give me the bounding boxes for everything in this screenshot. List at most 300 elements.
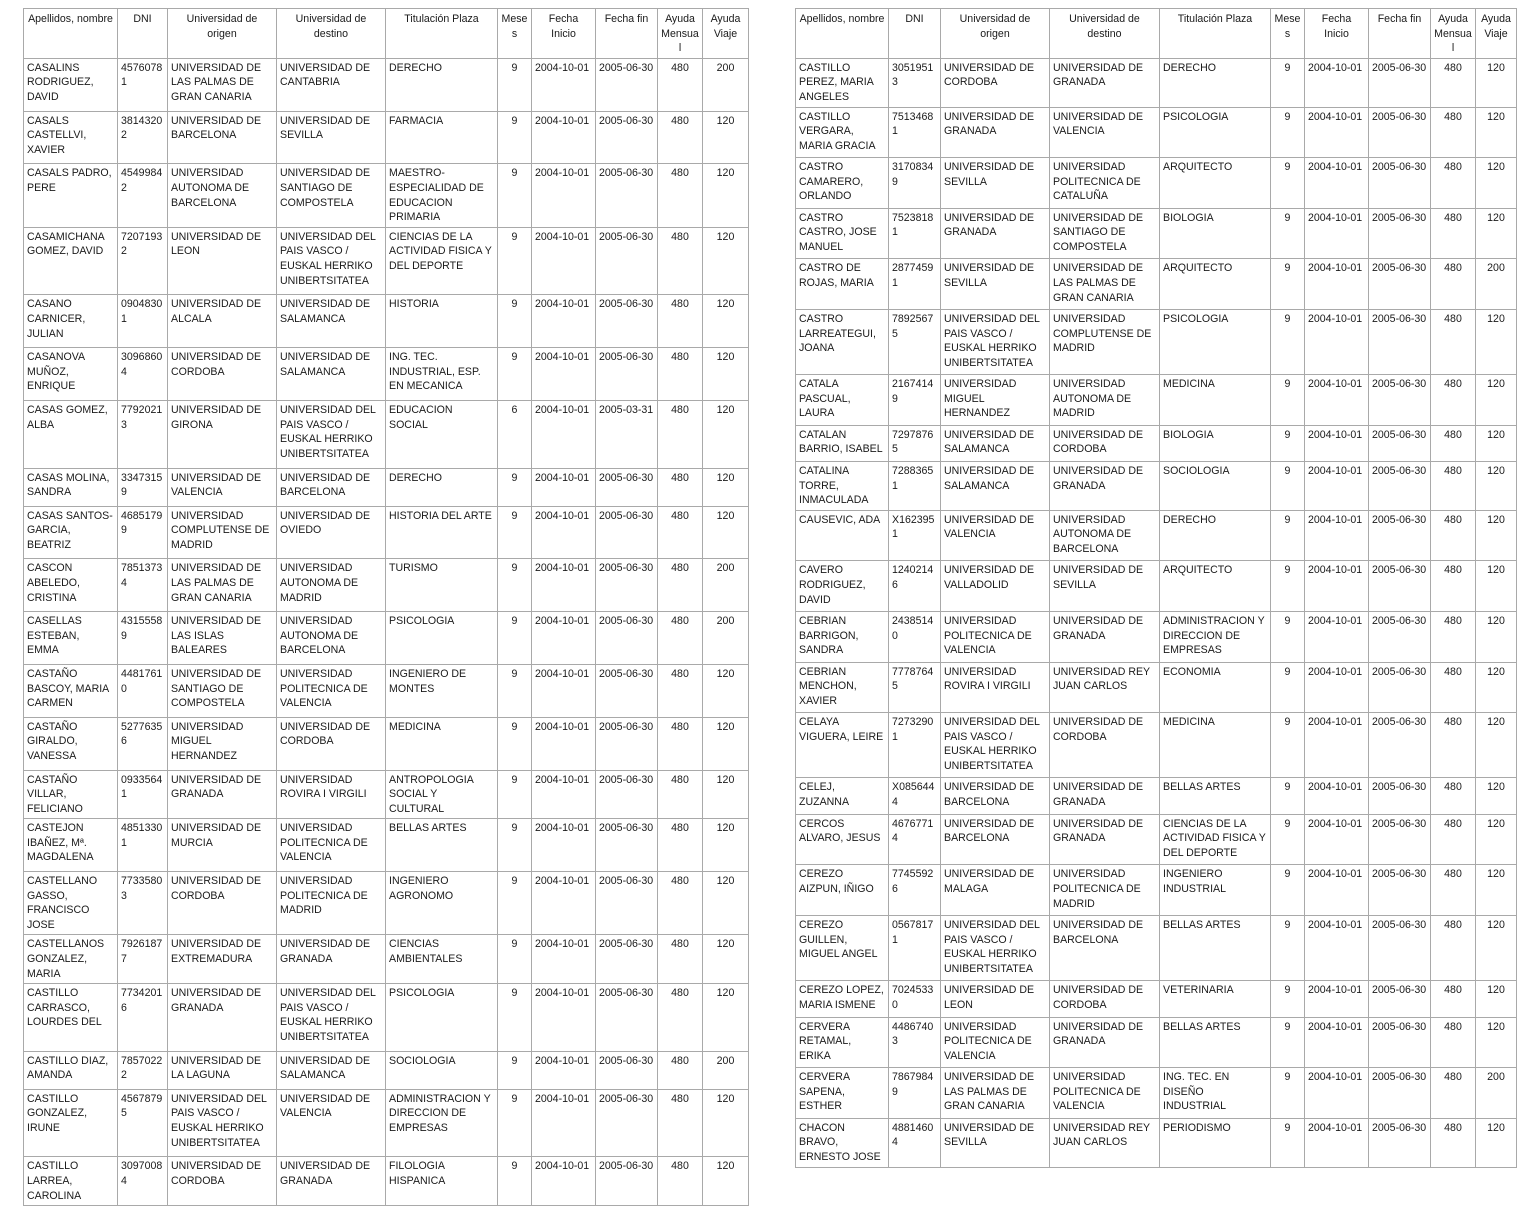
destination-cell: UNIVERSIDAD REY JUAN CARLOS xyxy=(1050,1118,1160,1167)
dni-cell: 45499842 xyxy=(118,164,168,227)
months-cell: 9 xyxy=(498,717,532,770)
monthly-aid-cell: 480 xyxy=(658,295,703,348)
monthly-aid-cell: 480 xyxy=(658,58,703,111)
name-cell: CEBRIAN MENCHON, XAVIER xyxy=(796,662,889,713)
table-row xyxy=(796,814,1517,865)
origin-cell: UNIVERSIDAD DE CORDOBA xyxy=(168,1157,277,1206)
destination-cell: UNIVERSIDAD DE SALAMANCA xyxy=(277,348,386,401)
destination-cell: UNIVERSIDAD DEL PAIS VASCO / EUSKAL HERRIKO UNIBERTSITATEA xyxy=(277,400,386,468)
table-row xyxy=(796,916,1517,981)
start-date-cell: 2004-10-01 xyxy=(1305,612,1369,663)
header-degree: Titulación Plaza xyxy=(386,9,498,59)
header-degree: Titulación Plaza xyxy=(1160,9,1271,59)
name-cell: CASTRO CASTRO, JOSE MANUEL xyxy=(796,208,889,259)
start-date-cell: 2004-10-01 xyxy=(532,872,596,935)
travel-aid-cell: 120 xyxy=(1476,561,1517,612)
origin-cell: UNIVERSIDAD DE SEVILLA xyxy=(941,158,1050,209)
months-cell: 9 xyxy=(1271,1118,1305,1167)
travel-aid-cell: 120 xyxy=(703,227,749,295)
table-row xyxy=(796,662,1517,713)
start-date-cell: 2004-10-01 xyxy=(532,1089,596,1157)
end-date-cell: 2005-06-30 xyxy=(1369,309,1431,374)
table-row xyxy=(796,1017,1517,1068)
dni-cell: 75238181 xyxy=(889,208,941,259)
months-cell: 9 xyxy=(498,164,532,227)
degree-cell: ECONOMIA xyxy=(1160,662,1271,713)
dni-cell: 48814604 xyxy=(889,1118,941,1167)
dni-cell: 33473159 xyxy=(118,468,168,506)
destination-cell: UNIVERSIDAD DE VALENCIA xyxy=(277,1089,386,1157)
travel-aid-cell: 120 xyxy=(1476,778,1517,814)
travel-aid-cell: 120 xyxy=(703,717,749,770)
table-body-right xyxy=(796,58,1517,1167)
start-date-cell: 2004-10-01 xyxy=(1305,814,1369,865)
travel-aid-cell: 120 xyxy=(1476,58,1517,107)
name-cell: CASANOVA MUÑOZ, ENRIQUE xyxy=(24,348,118,401)
header-monthly-aid: Ayuda Mensual xyxy=(658,9,703,59)
end-date-cell: 2005-06-30 xyxy=(596,348,658,401)
degree-cell: PSICOLOGIA xyxy=(1160,309,1271,374)
end-date-cell: 2005-06-30 xyxy=(1369,1068,1431,1119)
name-cell: CEREZO GUILLEN, MIGUEL ANGEL xyxy=(796,916,889,981)
travel-aid-cell: 120 xyxy=(1476,510,1517,561)
monthly-aid-cell: 480 xyxy=(1431,1118,1476,1167)
name-cell: CASALS CASTELLVI, XAVIER xyxy=(24,111,118,164)
travel-aid-cell: 120 xyxy=(703,348,749,401)
name-cell: CASTILLO DIAZ, AMANDA xyxy=(24,1051,118,1089)
start-date-cell: 2004-10-01 xyxy=(1305,1068,1369,1119)
degree-cell: VETERINARIA xyxy=(1160,981,1271,1017)
months-cell: 9 xyxy=(498,612,532,665)
start-date-cell: 2004-10-01 xyxy=(532,468,596,506)
travel-aid-cell: 120 xyxy=(1476,865,1517,916)
monthly-aid-cell: 480 xyxy=(1431,865,1476,916)
header-months: Meses xyxy=(498,9,532,59)
travel-aid-cell: 120 xyxy=(703,770,749,819)
table-row xyxy=(796,309,1517,374)
name-cell: CERCOS ALVARO, JESUS xyxy=(796,814,889,865)
start-date-cell: 2004-10-01 xyxy=(532,984,596,1052)
name-cell: CASTRO LARREATEGUI, JOANA xyxy=(796,309,889,374)
name-cell: CATALINA TORRE, INMACULADA xyxy=(796,462,889,511)
name-cell: CEBRIAN BARRIGON, SANDRA xyxy=(796,612,889,663)
end-date-cell: 2005-06-30 xyxy=(1369,612,1431,663)
origin-cell: UNIVERSIDAD POLITECNICA DE VALENCIA xyxy=(941,612,1050,663)
header-travel-aid: Ayuda Viaje xyxy=(703,9,749,59)
degree-cell: ADMINISTRACION Y DIRECCION DE EMPRESAS xyxy=(386,1089,498,1157)
monthly-aid-cell: 480 xyxy=(658,717,703,770)
origin-cell: UNIVERSIDAD DE SALAMANCA xyxy=(941,425,1050,461)
travel-aid-cell: 120 xyxy=(703,872,749,935)
origin-cell: UNIVERSIDAD DE LA LAGUNA xyxy=(168,1051,277,1089)
dni-cell: 52776356 xyxy=(118,717,168,770)
monthly-aid-cell: 480 xyxy=(1431,259,1476,310)
start-date-cell: 2004-10-01 xyxy=(532,400,596,468)
end-date-cell: 2005-06-30 xyxy=(596,1051,658,1089)
degree-cell: ING. TEC. EN DISEÑO INDUSTRIAL xyxy=(1160,1068,1271,1119)
dni-cell: 75134681 xyxy=(889,107,941,158)
name-cell: CAVERO RODRIGUEZ, DAVID xyxy=(796,561,889,612)
table-row xyxy=(24,1051,749,1089)
monthly-aid-cell: 480 xyxy=(658,1157,703,1206)
months-cell: 9 xyxy=(1271,1017,1305,1068)
end-date-cell: 2005-06-30 xyxy=(1369,259,1431,310)
travel-aid-cell: 200 xyxy=(703,58,749,111)
months-cell: 9 xyxy=(498,984,532,1052)
end-date-cell: 2005-06-30 xyxy=(1369,865,1431,916)
origin-cell: UNIVERSIDAD DE LEON xyxy=(941,981,1050,1017)
monthly-aid-cell: 480 xyxy=(658,468,703,506)
end-date-cell: 2005-06-30 xyxy=(1369,713,1431,778)
dni-cell: 78679849 xyxy=(889,1068,941,1119)
months-cell: 9 xyxy=(1271,107,1305,158)
start-date-cell: 2004-10-01 xyxy=(1305,259,1369,310)
months-cell: 9 xyxy=(1271,778,1305,814)
travel-aid-cell: 120 xyxy=(1476,462,1517,511)
degree-cell: TURISMO xyxy=(386,559,498,612)
months-cell: 9 xyxy=(498,1157,532,1206)
origin-cell: UNIVERSIDAD DE BARCELONA xyxy=(941,778,1050,814)
start-date-cell: 2004-10-01 xyxy=(1305,981,1369,1017)
origin-cell: UNIVERSIDAD DE VALLADOLID xyxy=(941,561,1050,612)
origin-cell: UNIVERSIDAD DE GIRONA xyxy=(168,400,277,468)
dni-cell: 24385140 xyxy=(889,612,941,663)
end-date-cell: 2005-06-30 xyxy=(596,717,658,770)
start-date-cell: 2004-10-01 xyxy=(1305,662,1369,713)
end-date-cell: 2005-06-30 xyxy=(596,1157,658,1206)
table-row xyxy=(796,713,1517,778)
monthly-aid-cell: 480 xyxy=(1431,375,1476,426)
name-cell: CASTELLANO GASSO, FRANCISCO JOSE xyxy=(24,872,118,935)
months-cell: 9 xyxy=(498,111,532,164)
dni-cell: 30968604 xyxy=(118,348,168,401)
months-cell: 9 xyxy=(1271,814,1305,865)
origin-cell: UNIVERSIDAD DE ALCALA xyxy=(168,295,277,348)
start-date-cell: 2004-10-01 xyxy=(532,770,596,819)
end-date-cell: 2005-06-30 xyxy=(1369,1017,1431,1068)
name-cell: CASELLAS ESTEBAN, EMMA xyxy=(24,612,118,665)
start-date-cell: 2004-10-01 xyxy=(1305,158,1369,209)
dni-cell: 44867403 xyxy=(889,1017,941,1068)
end-date-cell: 2005-06-30 xyxy=(596,664,658,717)
end-date-cell: 2005-06-30 xyxy=(596,872,658,935)
dni-cell: 72732901 xyxy=(889,713,941,778)
header-origin: Universidad de origen xyxy=(941,9,1050,59)
name-cell: CASAMICHANA GOMEZ, DAVID xyxy=(24,227,118,295)
name-cell: CASCON ABELEDO, CRISTINA xyxy=(24,559,118,612)
end-date-cell: 2005-06-30 xyxy=(1369,208,1431,259)
months-cell: 9 xyxy=(1271,662,1305,713)
travel-aid-cell: 120 xyxy=(703,1157,749,1206)
name-cell: CASTILLO VERGARA, MARIA GRACIA xyxy=(796,107,889,158)
months-cell: 9 xyxy=(498,1089,532,1157)
origin-cell: UNIVERSIDAD MIGUEL HERNANDEZ xyxy=(168,717,277,770)
destination-cell: UNIVERSIDAD DE GRANADA xyxy=(1050,778,1160,814)
degree-cell: PSICOLOGIA xyxy=(386,612,498,665)
travel-aid-cell: 200 xyxy=(703,559,749,612)
origin-cell: UNIVERSIDAD DE SANTIAGO DE COMPOSTELA xyxy=(168,664,277,717)
table-row xyxy=(24,612,749,665)
travel-aid-cell: 120 xyxy=(703,164,749,227)
origin-cell: UNIVERSIDAD DE MALAGA xyxy=(941,865,1050,916)
dni-cell: 46767714 xyxy=(889,814,941,865)
dni-cell: 09048301 xyxy=(118,295,168,348)
dni-cell: 77920213 xyxy=(118,400,168,468)
destination-cell: UNIVERSIDAD DE CANTABRIA xyxy=(277,58,386,111)
start-date-cell: 2004-10-01 xyxy=(1305,107,1369,158)
start-date-cell: 2004-10-01 xyxy=(532,935,596,984)
dni-cell: 21674149 xyxy=(889,375,941,426)
travel-aid-cell: 120 xyxy=(1476,814,1517,865)
destination-cell: UNIVERSIDAD POLITECNICA DE VALENCIA xyxy=(1050,1068,1160,1119)
start-date-cell: 2004-10-01 xyxy=(1305,1118,1369,1167)
end-date-cell: 2005-06-30 xyxy=(1369,662,1431,713)
end-date-cell: 2005-06-30 xyxy=(1369,814,1431,865)
travel-aid-cell: 200 xyxy=(1476,259,1517,310)
end-date-cell: 2005-03-31 xyxy=(596,400,658,468)
degree-cell: SOCIOLOGIA xyxy=(1160,462,1271,511)
end-date-cell: 2005-06-30 xyxy=(596,1089,658,1157)
months-cell: 9 xyxy=(498,468,532,506)
degree-cell: BELLAS ARTES xyxy=(1160,778,1271,814)
name-cell: CERVERA RETAMAL, ERIKA xyxy=(796,1017,889,1068)
monthly-aid-cell: 480 xyxy=(658,1089,703,1157)
name-cell: CASTAÑO BASCOY, MARIA CARMEN xyxy=(24,664,118,717)
destination-cell: UNIVERSIDAD DE CORDOBA xyxy=(1050,425,1160,461)
monthly-aid-cell: 480 xyxy=(1431,713,1476,778)
start-date-cell: 2004-10-01 xyxy=(532,664,596,717)
start-date-cell: 2004-10-01 xyxy=(1305,462,1369,511)
dni-cell: 30519513 xyxy=(889,58,941,107)
name-cell: CEREZO AIZPUN, IÑIGO xyxy=(796,865,889,916)
name-cell: CASTAÑO GIRALDO, VANESSA xyxy=(24,717,118,770)
table-row xyxy=(24,400,749,468)
origin-cell: UNIVERSIDAD DE EXTREMADURA xyxy=(168,935,277,984)
origin-cell: UNIVERSIDAD DEL PAIS VASCO / EUSKAL HERRIKO UNIBERTSITATEA xyxy=(168,1089,277,1157)
name-cell: CAUSEVIC, ADA xyxy=(796,510,889,561)
dni-cell: X0856444 xyxy=(889,778,941,814)
destination-cell: UNIVERSIDAD DE GRANADA xyxy=(1050,814,1160,865)
destination-cell: UNIVERSIDAD DE VALENCIA xyxy=(1050,107,1160,158)
name-cell: CASTILLO PEREZ, MARIA ANGELES xyxy=(796,58,889,107)
months-cell: 9 xyxy=(498,935,532,984)
table-row xyxy=(24,717,749,770)
months-cell: 9 xyxy=(1271,158,1305,209)
origin-cell: UNIVERSIDAD DE BARCELONA xyxy=(168,111,277,164)
table-row xyxy=(796,375,1517,426)
travel-aid-cell: 120 xyxy=(703,984,749,1052)
header-destination: Universidad de destino xyxy=(1050,9,1160,59)
end-date-cell: 2005-06-30 xyxy=(1369,425,1431,461)
monthly-aid-cell: 480 xyxy=(658,770,703,819)
degree-cell: ADMINISTRACION Y DIRECCION DE EMPRESAS xyxy=(1160,612,1271,663)
origin-cell: UNIVERSIDAD DEL PAIS VASCO / EUSKAL HERRIKO UNIBERTSITATEA xyxy=(941,713,1050,778)
destination-cell: UNIVERSIDAD DEL PAIS VASCO / EUSKAL HERRIKO UNIBERTSITATEA xyxy=(277,984,386,1052)
name-cell: CASTILLO CARRASCO, LOURDES DEL xyxy=(24,984,118,1052)
months-cell: 9 xyxy=(498,664,532,717)
header-name: Apellidos, nombre xyxy=(796,9,889,59)
name-cell: CASTEJON IBAÑEZ, Mª. MAGDALENA xyxy=(24,819,118,872)
table-row xyxy=(796,58,1517,107)
name-cell: CELAYA VIGUERA, LEIRE xyxy=(796,713,889,778)
degree-cell: ANTROPOLOGIA SOCIAL Y CULTURAL xyxy=(386,770,498,819)
travel-aid-cell: 120 xyxy=(703,1089,749,1157)
months-cell: 9 xyxy=(1271,713,1305,778)
travel-aid-cell: 120 xyxy=(703,506,749,559)
months-cell: 9 xyxy=(498,559,532,612)
origin-cell: UNIVERSIDAD ROVIRA I VIRGILI xyxy=(941,662,1050,713)
start-date-cell: 2004-10-01 xyxy=(532,1051,596,1089)
months-cell: 9 xyxy=(1271,1068,1305,1119)
months-cell: 9 xyxy=(498,348,532,401)
degree-cell: DERECHO xyxy=(386,58,498,111)
name-cell: CASTRO CAMARERO, ORLANDO xyxy=(796,158,889,209)
travel-aid-cell: 120 xyxy=(1476,425,1517,461)
header-dni: DNI xyxy=(118,9,168,59)
monthly-aid-cell: 480 xyxy=(658,935,703,984)
end-date-cell: 2005-06-30 xyxy=(1369,510,1431,561)
destination-cell: UNIVERSIDAD DE SEVILLA xyxy=(277,111,386,164)
start-date-cell: 2004-10-01 xyxy=(1305,916,1369,981)
header-start-date: Fecha Inicio xyxy=(532,9,596,59)
monthly-aid-cell: 480 xyxy=(1431,778,1476,814)
travel-aid-cell: 120 xyxy=(1476,158,1517,209)
destination-cell: UNIVERSIDAD DE CORDOBA xyxy=(277,717,386,770)
origin-cell: UNIVERSIDAD DE LEON xyxy=(168,227,277,295)
start-date-cell: 2004-10-01 xyxy=(532,559,596,612)
travel-aid-cell: 120 xyxy=(703,664,749,717)
start-date-cell: 2004-10-01 xyxy=(1305,713,1369,778)
monthly-aid-cell: 480 xyxy=(1431,309,1476,374)
dni-cell: 48513301 xyxy=(118,819,168,872)
origin-cell: UNIVERSIDAD DE CORDOBA xyxy=(168,872,277,935)
months-cell: 6 xyxy=(498,400,532,468)
degree-cell: ARQUITECTO xyxy=(1160,259,1271,310)
dni-cell: X1623951 xyxy=(889,510,941,561)
dni-cell: 38143202 xyxy=(118,111,168,164)
degree-cell: HISTORIA DEL ARTE xyxy=(386,506,498,559)
travel-aid-cell: 120 xyxy=(703,295,749,348)
origin-cell: UNIVERSIDAD COMPLUTENSE DE MADRID xyxy=(168,506,277,559)
origin-cell: UNIVERSIDAD DE GRANADA xyxy=(168,984,277,1052)
grants-table-right xyxy=(795,8,1517,1168)
travel-aid-cell: 120 xyxy=(703,819,749,872)
end-date-cell: 2005-06-30 xyxy=(1369,107,1431,158)
degree-cell: MAESTRO-ESPECIALIDAD DE EDUCACION PRIMARIA xyxy=(386,164,498,227)
end-date-cell: 2005-06-30 xyxy=(1369,375,1431,426)
monthly-aid-cell: 480 xyxy=(1431,561,1476,612)
degree-cell: DERECHO xyxy=(1160,510,1271,561)
header-start-date: Fecha Inicio xyxy=(1305,9,1369,59)
monthly-aid-cell: 480 xyxy=(658,664,703,717)
end-date-cell: 2005-06-30 xyxy=(596,984,658,1052)
table-row xyxy=(24,348,749,401)
degree-cell: PERIODISMO xyxy=(1160,1118,1271,1167)
table-row xyxy=(796,462,1517,511)
table-row xyxy=(24,664,749,717)
travel-aid-cell: 200 xyxy=(703,612,749,665)
travel-aid-cell: 120 xyxy=(1476,375,1517,426)
months-cell: 9 xyxy=(1271,916,1305,981)
destination-cell: UNIVERSIDAD DE CORDOBA xyxy=(1050,713,1160,778)
header-row xyxy=(796,9,1517,59)
dni-cell: 44817610 xyxy=(118,664,168,717)
months-cell: 9 xyxy=(1271,58,1305,107)
grants-table-left xyxy=(23,8,749,1206)
degree-cell: PSICOLOGIA xyxy=(1160,107,1271,158)
destination-cell: UNIVERSIDAD DE SALAMANCA xyxy=(277,1051,386,1089)
degree-cell: CIENCIAS DE LA ACTIVIDAD FISICA Y DEL DEPORTE xyxy=(1160,814,1271,865)
table-row xyxy=(24,58,749,111)
origin-cell: UNIVERSIDAD AUTONOMA DE BARCELONA xyxy=(168,164,277,227)
monthly-aid-cell: 480 xyxy=(658,1051,703,1089)
table-row xyxy=(796,510,1517,561)
name-cell: CASAS SANTOS-GARCIA, BEATRIZ xyxy=(24,506,118,559)
name-cell: CELEJ, ZUZANNA xyxy=(796,778,889,814)
destination-cell: UNIVERSIDAD REY JUAN CARLOS xyxy=(1050,662,1160,713)
dni-cell: 78513734 xyxy=(118,559,168,612)
origin-cell: UNIVERSIDAD DE GRANADA xyxy=(941,107,1050,158)
header-end-date: Fecha fin xyxy=(1369,9,1431,59)
travel-aid-cell: 120 xyxy=(703,400,749,468)
degree-cell: DERECHO xyxy=(1160,58,1271,107)
end-date-cell: 2005-06-30 xyxy=(596,935,658,984)
dni-cell: 79261877 xyxy=(118,935,168,984)
origin-cell: UNIVERSIDAD DE VALENCIA xyxy=(941,510,1050,561)
monthly-aid-cell: 480 xyxy=(658,872,703,935)
left-page xyxy=(23,8,748,1206)
table-body-left xyxy=(24,58,749,1205)
origin-cell: UNIVERSIDAD DE VALENCIA xyxy=(168,468,277,506)
dni-cell: 05678171 xyxy=(889,916,941,981)
destination-cell: UNIVERSIDAD DE LAS PALMAS DE GRAN CANARIA xyxy=(1050,259,1160,310)
destination-cell: UNIVERSIDAD DE SANTIAGO DE COMPOSTELA xyxy=(1050,208,1160,259)
months-cell: 9 xyxy=(1271,981,1305,1017)
degree-cell: BELLAS ARTES xyxy=(1160,1017,1271,1068)
monthly-aid-cell: 480 xyxy=(658,984,703,1052)
dni-cell: 72978765 xyxy=(889,425,941,461)
destination-cell: UNIVERSIDAD DEL PAIS VASCO / EUSKAL HERRIKO UNIBERTSITATEA xyxy=(277,227,386,295)
destination-cell: UNIVERSIDAD DE GRANADA xyxy=(1050,1017,1160,1068)
months-cell: 9 xyxy=(1271,208,1305,259)
monthly-aid-cell: 480 xyxy=(658,227,703,295)
monthly-aid-cell: 480 xyxy=(658,612,703,665)
degree-cell: CIENCIAS AMBIENTALES xyxy=(386,935,498,984)
dni-cell: 30970084 xyxy=(118,1157,168,1206)
origin-cell: UNIVERSIDAD DE CORDOBA xyxy=(168,348,277,401)
header-dni: DNI xyxy=(889,9,941,59)
header-travel-aid: Ayuda Viaje xyxy=(1476,9,1517,59)
origin-cell: UNIVERSIDAD DE SEVILLA xyxy=(941,259,1050,310)
monthly-aid-cell: 480 xyxy=(658,819,703,872)
end-date-cell: 2005-06-30 xyxy=(596,468,658,506)
header-origin: Universidad de origen xyxy=(168,9,277,59)
monthly-aid-cell: 480 xyxy=(1431,510,1476,561)
name-cell: CHACON BRAVO, ERNESTO JOSE xyxy=(796,1118,889,1167)
start-date-cell: 2004-10-01 xyxy=(532,1157,596,1206)
months-cell: 9 xyxy=(498,295,532,348)
months-cell: 9 xyxy=(1271,865,1305,916)
header-end-date: Fecha fin xyxy=(596,9,658,59)
name-cell: CASTAÑO VILLAR, FELICIANO xyxy=(24,770,118,819)
table-row xyxy=(24,1157,749,1206)
end-date-cell: 2005-06-30 xyxy=(596,164,658,227)
name-cell: CASALS PADRO, PERE xyxy=(24,164,118,227)
travel-aid-cell: 120 xyxy=(1476,107,1517,158)
table-row xyxy=(796,612,1517,663)
table-row xyxy=(24,506,749,559)
name-cell: CASTILLO GONZALEZ, IRUNE xyxy=(24,1089,118,1157)
